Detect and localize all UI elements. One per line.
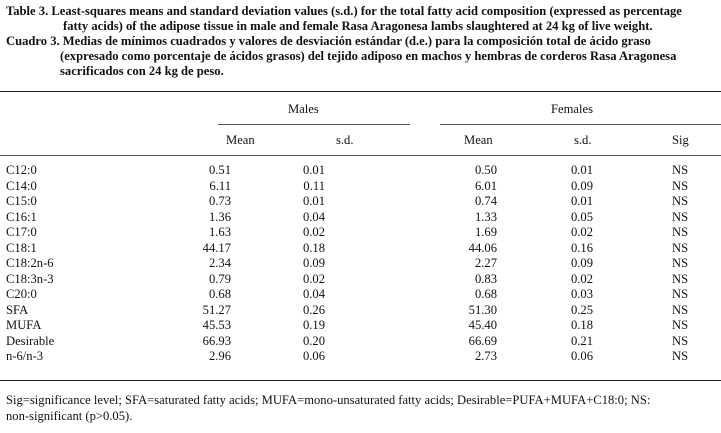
row-label: SFA [6, 302, 29, 317]
sig-value: NS [672, 302, 689, 317]
header-females-mean: Mean [464, 133, 493, 147]
females-mean: 0.83 [474, 271, 497, 286]
table-row [0, 349, 721, 365]
footnote-line-2: non-significant (p>0.05). [6, 409, 133, 423]
row-label: C12:0 [6, 163, 37, 177]
data-table [0, 163, 721, 365]
males-mean: 44.17 [202, 240, 231, 255]
row-label: C18:2n-6 [6, 256, 54, 270]
caption-en-line-1: Table 3. Least-squares means and standard deviation values (s.d.) for the total fatty acid composition (expressed as percentage [6, 4, 682, 18]
males-sd: 0.11 [303, 178, 325, 193]
males-sd: 0.01 [302, 163, 325, 177]
males-sd: 0.18 [302, 240, 325, 255]
caption-es-line-3: sacrificados con 24 kg de peso. [60, 64, 224, 78]
females-mean: 0.74 [474, 194, 497, 208]
caption-en-line-2: fatty acids) of the adipose tissue in male and female Rasa Aragonesa lambs slaughtered at 24 kg of live weight. [63, 19, 653, 33]
table-row [0, 287, 721, 303]
males-sd: 0.20 [302, 333, 325, 348]
males-sd: 0.02 [302, 225, 325, 239]
males-sd: 0.06 [302, 349, 325, 363]
males-sd: 0.04 [302, 287, 325, 301]
males-sd: 0.19 [302, 318, 325, 332]
header-females-sd: s.d. [574, 133, 592, 147]
header-males-mean: Mean [226, 133, 255, 147]
sig-value: NS [672, 287, 689, 301]
row-label: Desirable [6, 333, 55, 348]
row-label: MUFA [6, 318, 42, 332]
females-mean: 1.69 [474, 225, 497, 239]
sig-value: NS [672, 240, 689, 255]
males-mean: 2.34 [208, 256, 231, 270]
row-label: C14:0 [6, 178, 37, 193]
table-row [0, 179, 721, 195]
row-label: C20:0 [6, 287, 37, 301]
females-sd: 0.06 [570, 349, 593, 363]
males-mean: 1.36 [208, 209, 231, 224]
sig-value: NS [672, 225, 689, 239]
sig-value: NS [672, 349, 689, 363]
females-sd: 0.25 [570, 302, 593, 317]
header-bottom-rule [0, 155, 721, 156]
females-mean: 2.73 [474, 349, 497, 363]
row-label: n-6/n-3 [6, 349, 44, 363]
males-subrule [218, 124, 410, 125]
females-sd: 0.01 [570, 163, 593, 177]
males-sd: 0.26 [302, 302, 325, 317]
table-row [0, 194, 721, 210]
females-sd: 0.21 [570, 333, 593, 348]
caption-es-line-2: (expresado como porcentaje de ácidos grasos) del tejido adiposo en machos y hembras de corderos Rasa Aragonesa [60, 49, 677, 63]
table-footnote [6, 392, 714, 424]
males-mean: 45.53 [202, 318, 231, 332]
males-sd: 0.02 [302, 271, 325, 286]
table-row [0, 272, 721, 288]
row-label: C15:0 [6, 194, 37, 208]
females-sd: 0.02 [570, 271, 593, 286]
females-sd: 0.18 [570, 318, 593, 332]
row-label: C17:0 [6, 225, 37, 239]
males-sd: 0.09 [302, 256, 325, 270]
males-mean: 51.27 [202, 302, 231, 317]
males-mean: 0.79 [208, 271, 231, 286]
table-bottom-rule [0, 380, 721, 381]
footnote-line-1: Sig=significance level; SFA=saturated fatty acids; MUFA=mono-unsaturated fatty acids; Desirable=PUFA+MUFA+C18:0; NS: [6, 393, 651, 407]
table-row [0, 318, 721, 334]
females-mean: 66.69 [468, 333, 497, 348]
males-sd: 0.04 [302, 209, 325, 224]
males-sd: 0.01 [302, 194, 325, 208]
females-sd: 0.09 [570, 178, 593, 193]
females-sd: 0.05 [570, 209, 593, 224]
females-mean: 0.68 [474, 287, 497, 301]
sig-value: NS [672, 333, 689, 348]
row-label: C16:1 [6, 209, 37, 224]
males-mean: 0.51 [208, 163, 231, 177]
table-row [0, 210, 721, 226]
males-mean: 66.93 [202, 333, 231, 348]
header-sig: Sig [672, 133, 689, 147]
sig-value: NS [672, 194, 689, 208]
table-row [0, 225, 721, 241]
males-mean: 2.96 [208, 349, 231, 363]
sig-value: NS [672, 178, 689, 193]
table-row [0, 303, 721, 319]
males-mean: 1.63 [208, 225, 231, 239]
caption-es-line-1: Cuadro 3. Medias de mínimos cuadrados y valores de desviación estándar (d.e.) para la composición total de ácido graso [6, 34, 651, 48]
header-males: Males [288, 102, 319, 116]
females-subrule [440, 124, 721, 125]
males-mean: 6.11 [209, 178, 231, 193]
table-row [0, 163, 721, 179]
sig-value: NS [672, 271, 689, 286]
females-sd: 0.16 [570, 240, 593, 255]
females-sd: 0.09 [570, 256, 593, 270]
females-mean: 45.40 [468, 318, 497, 332]
table-row [0, 241, 721, 257]
females-sd: 0.01 [570, 194, 593, 208]
sig-value: NS [672, 256, 689, 270]
table-row [0, 256, 721, 272]
females-mean: 44.06 [468, 240, 497, 255]
header-males-sd: s.d. [336, 133, 354, 147]
table-row [0, 334, 721, 350]
females-mean: 0.50 [474, 163, 497, 177]
table-caption [6, 4, 712, 79]
females-mean: 1.33 [474, 209, 497, 224]
row-label: C18:1 [6, 240, 37, 255]
females-mean: 6.01 [474, 178, 497, 193]
females-sd: 0.02 [570, 225, 593, 239]
males-mean: 0.68 [208, 287, 231, 301]
table-top-rule [0, 91, 721, 92]
females-mean: 2.27 [474, 256, 497, 270]
males-mean: 0.73 [208, 194, 231, 208]
row-label: C18:3n-3 [6, 271, 54, 286]
females-mean: 51.30 [468, 302, 497, 317]
sig-value: NS [672, 209, 689, 224]
females-sd: 0.03 [570, 287, 593, 301]
sig-value: NS [672, 163, 689, 177]
header-females: Females [551, 102, 593, 116]
sig-value: NS [672, 318, 689, 332]
